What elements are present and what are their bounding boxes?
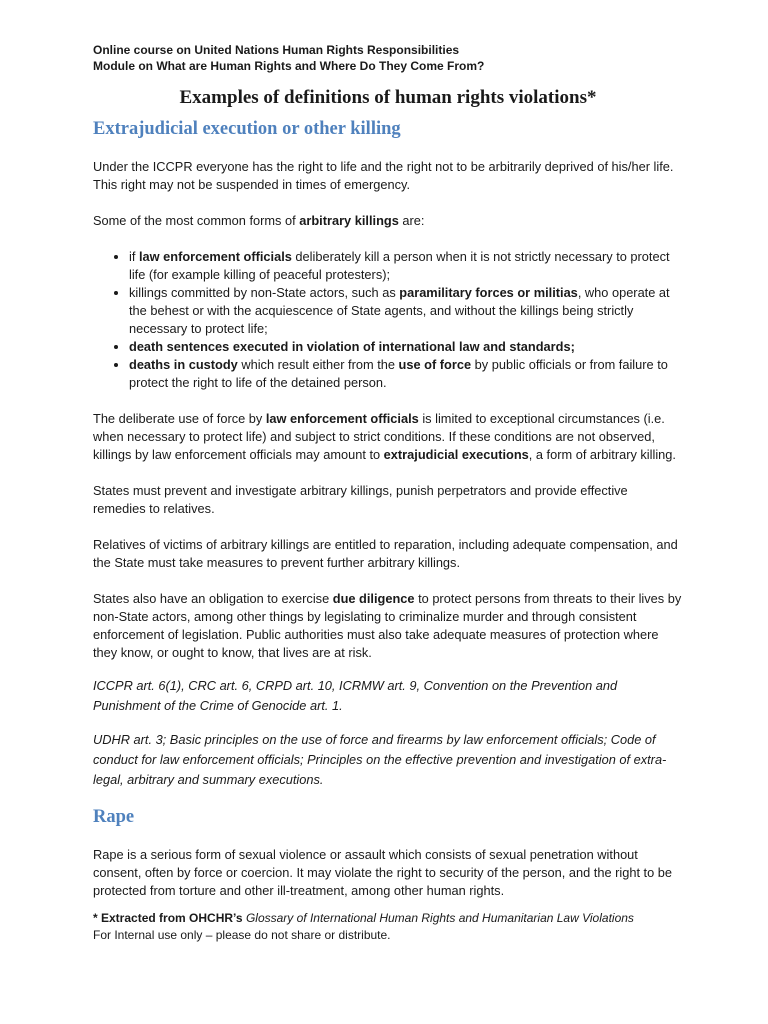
header-line-module: Module on What are Human Rights and Where Do They Come From?: [93, 59, 485, 73]
paragraph-states-must-prevent: States must prevent and investigate arbitrary killings, punish perpetrators and provide effective remedies to relatives.: [93, 483, 628, 516]
list-item: • deaths in custody which result either from the use of force by public officials or from failure to protect the right to life of the detained person.: [129, 356, 683, 392]
section-heading-extrajudicial: Extrajudicial execution or other killing: [93, 119, 401, 139]
list-item: • if law enforcement officials deliberately kill a person when it is not strictly necessary to protect life (for example killing of peaceful protesters);: [129, 248, 683, 284]
legal-references: ICCPR art. 6(1), CRC art. 6, CRPD art. 10, ICRMW art. 9, Convention on the Prevention and Punishment of the Crime of Genocide art. 1.: [93, 678, 618, 713]
paragraph-use-of-force: The deliberate use of force by law enforcement officials is limited to exceptional circumstances (i.e. when necessary to protect life) and subject to strict conditions. If these conditions are not observed, killings by law enforcement officials may amount to extrajudicial executions, a form of arbitrary killing.: [93, 411, 676, 462]
paragraph-common-forms: Some of the most common forms of arbitrary killings are:: [93, 213, 425, 228]
document-page: [93, 42, 683, 944]
course-header: [93, 42, 683, 74]
paragraph-due-diligence: States also have an obligation to exercise due diligence to protect persons from threats to their lives by non-State actors, among other things by legislating to criminalize murder and through consistent enforcement of legislation. Public authorities must also take adequate measures of protection where they know, or ought to know, that lives are at risk.: [93, 591, 682, 660]
document-title: Examples of definitions of human rights violations*: [179, 87, 597, 108]
footer-note: [93, 910, 683, 944]
paragraph-relatives: Relatives of victims of arbitrary killings are entitled to reparation, including adequate compensation, and the State must take measures to prevent further arbitrary killings.: [93, 537, 678, 570]
footer-source: * Extracted from OHCHR’s Glossary of International Human Rights and Humanitarian Law Violations: [93, 911, 634, 925]
header-line-course: Online course on United Nations Human Rights Responsibilities: [93, 43, 460, 57]
paragraph-iccpr: Under the ICCPR everyone has the right to life and the right not to be arbitrarily deprived of his/her life. This right may not be suspended in times of emergency.: [93, 159, 674, 192]
list-item: • death sentences executed in violation of international law and standards;: [129, 338, 683, 356]
paragraph-rape-definition: Rape is a serious form of sexual violence or assault which consists of sexual penetration without consent, often by force or coercion. It may violate the right to security of the person, and the right to be protected from torture and other ill-treatment, among other human rights.: [93, 847, 673, 898]
standards-references: UDHR art. 3; Basic principles on the use of force and firearms by law enforcement officials; Code of conduct for law enforcement officials; Principles on the effective prevention and investigation of extra-legal, arbitrary and summary executions.: [93, 732, 667, 787]
section-heading-rape: Rape: [93, 807, 135, 827]
footer-internal-use: For Internal use only – please do not share or distribute.: [93, 928, 391, 942]
arbitrary-killings-list: [93, 248, 683, 392]
list-item: • killings committed by non-State actors, such as paramilitary forces or militias, who operate at the behest or with the acquiescence of State agents, and without the killings being strictly necessary to protect life;: [129, 284, 683, 338]
